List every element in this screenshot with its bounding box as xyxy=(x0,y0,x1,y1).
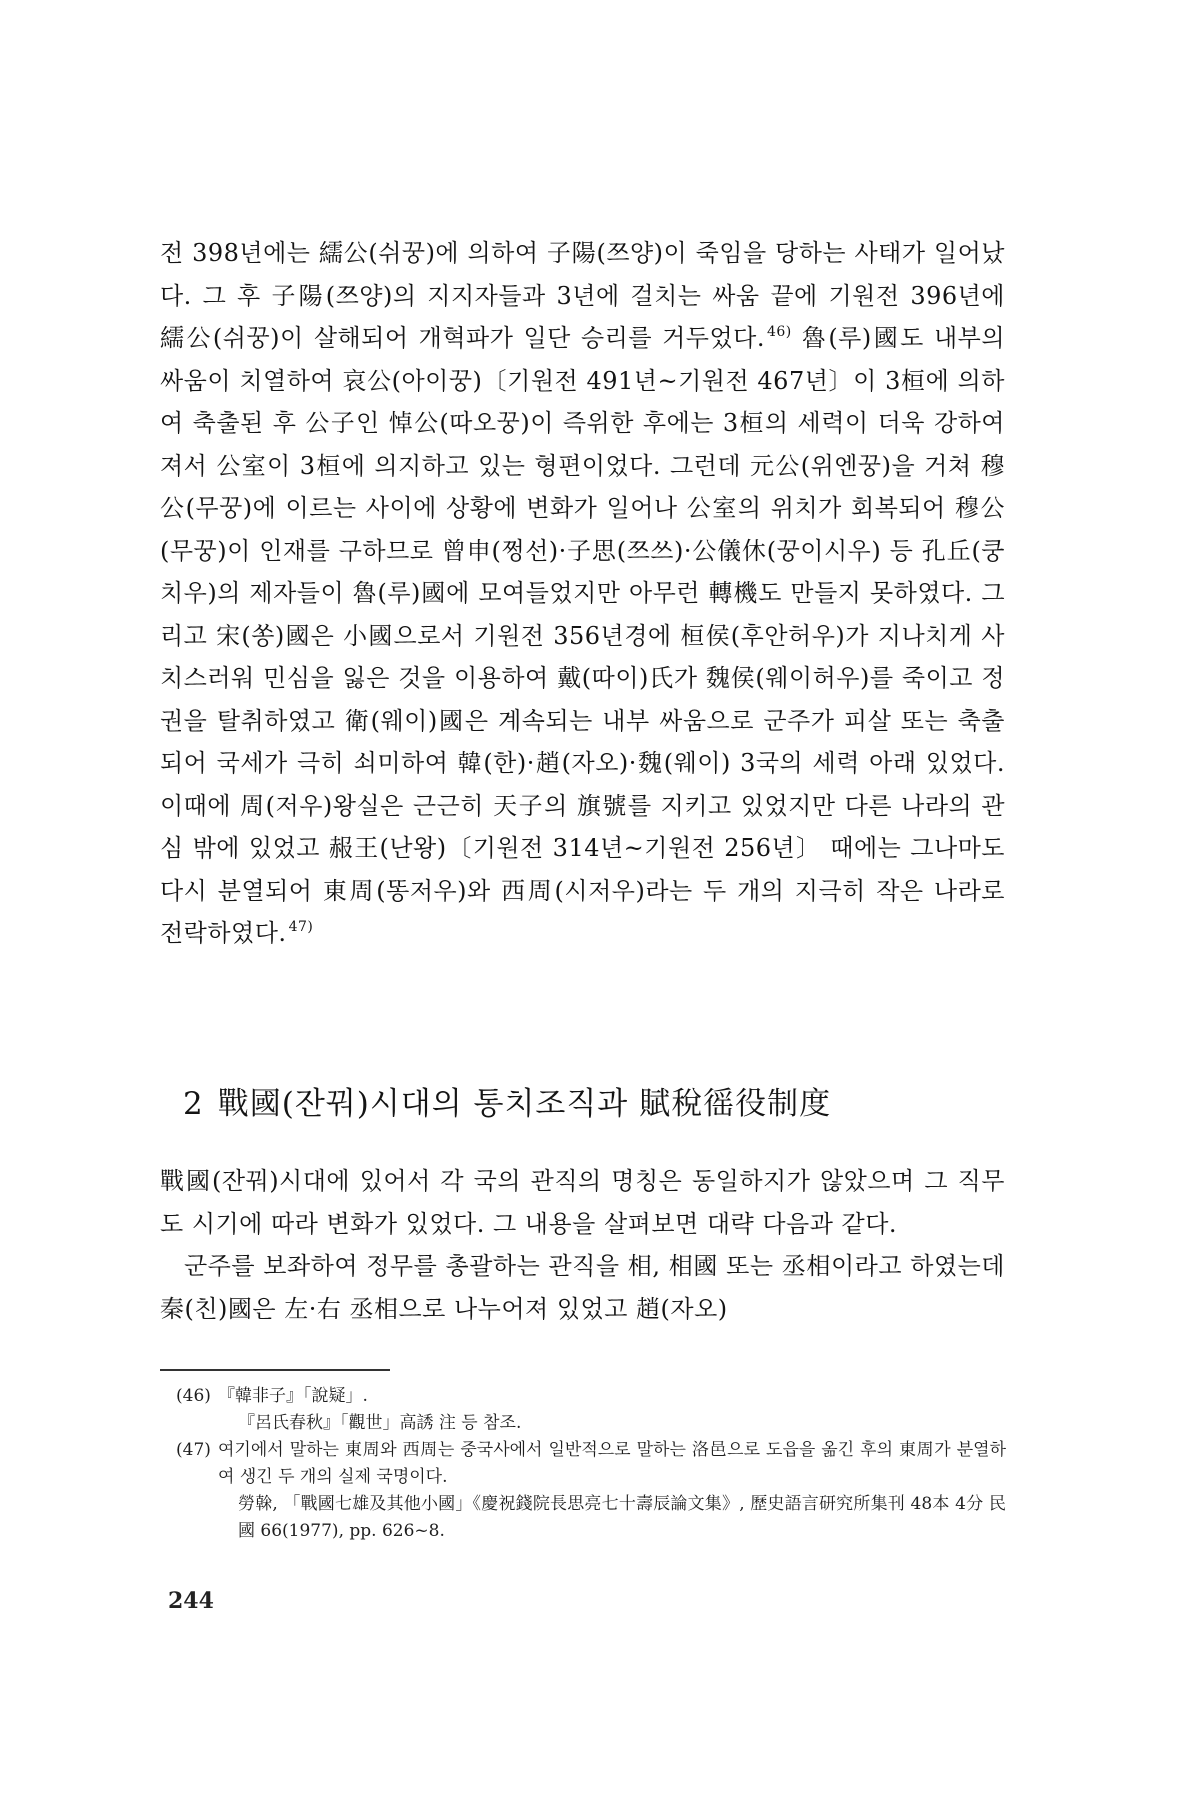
footnote-line: 『韓非子』「說疑」. xyxy=(218,1386,368,1406)
main-paragraph-text-1: 전 398년에는 繻公(쉬꿍)에 의하여 子陽(쯔양)이 죽임을 당하는 사태가 일어났다. 그 후 子陽(쯔양)의 지지자들과 3년에 걸치는 싸움 끝에 기원전 396년에 繻公(쉬꿍)이 살해되어 개혁파가 일단 승리를 거두었다. xyxy=(160,239,1005,352)
section-number: 2 xyxy=(183,1086,204,1122)
section-body xyxy=(160,1160,1005,1330)
footnote-body xyxy=(218,1437,1006,1545)
section-paragraph: 戰國(잔꿔)시대에 있어서 각 국의 관직의 명칭은 동일하지가 않았으며 그 직무도 시기에 따라 변화가 있었다. 그 내용을 살펴보면 대략 다음과 같다. xyxy=(160,1167,1005,1238)
footnote-number: (46) xyxy=(176,1386,211,1406)
section-paragraph: 군주를 보좌하여 정무를 총괄하는 관직을 相, 相國 또는 丞相이라고 하였는데 秦(친)國은 左·右 丞相으로 나누어져 있었고 趙(자오) xyxy=(160,1252,1005,1323)
footnote-ref-47[interactable]: 47) xyxy=(288,919,314,935)
section-title: 戰國(잔꿔)시대의 통치조직과 賦稅徭役制度 xyxy=(217,1086,832,1122)
footnote-line: 勞榦, 「戰國七雄及其他小國」《慶祝錢院長思亮七十壽辰論文集》, 歷史語言研究所集刊 48本 4分 民國 66(1977), pp. 626~8. xyxy=(238,1494,1006,1541)
section-heading xyxy=(183,1078,1003,1123)
footnote-divider xyxy=(160,1369,390,1371)
footnotes xyxy=(176,1383,1006,1545)
footnote-body xyxy=(218,1383,1006,1437)
footnote-46 xyxy=(176,1383,1006,1437)
main-paragraph-text-2: 魯(루)國도 내부의 싸움이 치열하여 哀公(아이꿍)〔기원전 491년~기원전 467년〕이 3桓에 의하여 축출된 후 公子인 悼公(따오꿍)이 즉위한 후에는 3桓의 세력이 더욱 강하여져서 公室이 3桓에 의지하고 있는 형편이었다. 그런데 元公(위엔꿍)을 거쳐 穆公(무꿍)에 이르는 사이에 상황에 변화가 일어나 公室의 위치가 회복되어 穆公(무꿍)이 인재를 구하므로 曾申(쩡선)·子思(쯔쓰)·公儀休(꿍이시우) 등 孔丘(쿵치우)의 제자들이 魯(루)國에 모여들었지만 아무런 轉機도 만들지 못하였다. 그리고 宋(쏭)國은 小國으로서 기원전 356년경에 桓侯(후안허우)가 지나치게 사치스러워 민심을 잃은 것을 이용하여 戴(따이)氏가 魏侯(웨이허우)를 죽이고 정권을 탈취하였고 衛(웨이)國은 계속되는 내부 싸움으로 군주가 피살 또는 축출되어 국세가 극히 쇠미하여 韓(한)·趙(자오)·魏(웨이) 3국의 세력 아래 있었다. 이때에 周(저우)왕실은 근근히 天子의 旗號를 지키고 있었지만 다른 나라의 관심 밖에 있었고 赧王(난왕)〔기원전 314년~기원전 256년〕 때에는 그나마도 다시 분열되어 東周(똥저우)와 西周(시저우)라는 두 개의 지극히 작은 나라로 전락하였다. xyxy=(160,324,1005,947)
footnote-47 xyxy=(176,1437,1006,1545)
main-paragraph xyxy=(160,232,1005,955)
page-number: 244 xyxy=(168,1588,214,1614)
footnote-number: (47) xyxy=(176,1440,211,1460)
footnote-line: 여기에서 말하는 東周와 西周는 중국사에서 일반적으로 말하는 洛邑으로 도읍을 옮긴 후의 東周가 분열하여 생긴 두 개의 실제 국명이다. xyxy=(218,1440,1006,1487)
footnote-line: 『呂氏春秋』「觀世」高誘 注 등 참조. xyxy=(238,1413,522,1433)
footnote-ref-46[interactable]: 46) xyxy=(766,324,792,340)
